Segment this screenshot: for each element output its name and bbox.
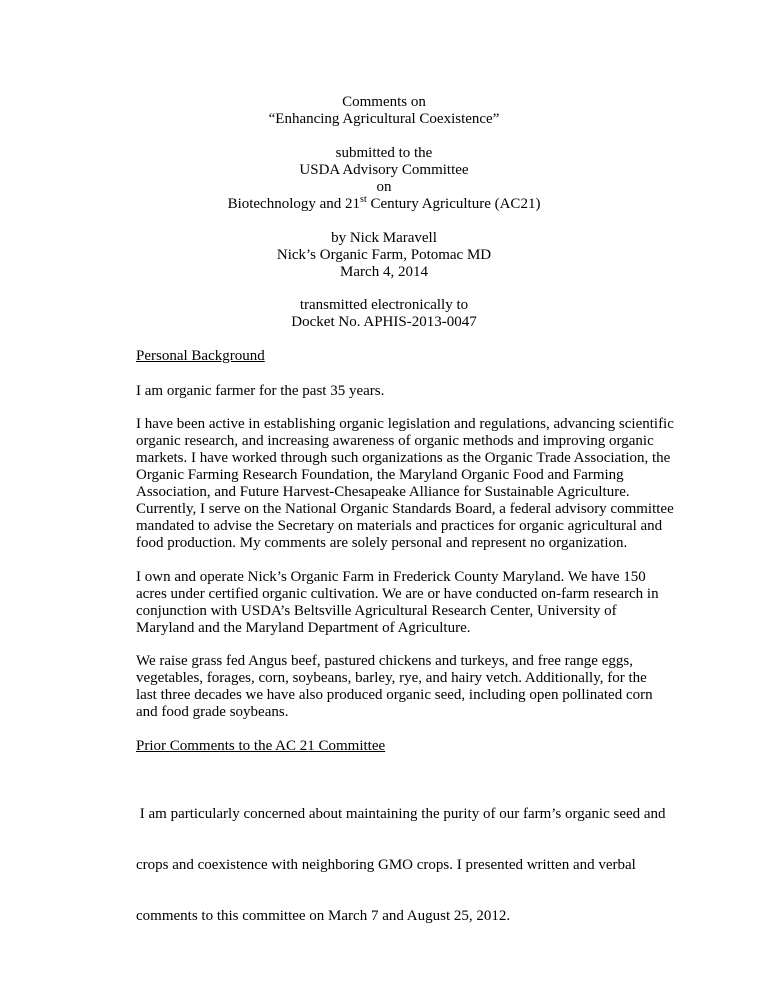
paragraph-2 bbox=[136, 416, 674, 552]
paragraph-line: Maryland and the Maryland Department of Agriculture. bbox=[136, 620, 471, 636]
paragraph-line: I am particularly concerned about maintaining the purity of our farm’s organic seed and bbox=[136, 806, 666, 822]
document-title bbox=[0, 94, 768, 128]
submission-line-1: submitted to the bbox=[335, 145, 433, 161]
paragraph-line: organic research, and increasing awareness of organic methods and improving organic bbox=[136, 433, 654, 449]
paragraph-1 bbox=[136, 383, 656, 400]
paragraph-line: acres under certified organic cultivation. We are or have conducted on-farm research in bbox=[136, 586, 659, 602]
paragraph-line: conjunction with USDA’s Beltsville Agricultural Research Center, University of bbox=[136, 603, 617, 619]
submission-line-3: on bbox=[376, 179, 392, 195]
paragraph-line: food production. My comments are solely personal and represent no organization. bbox=[136, 535, 628, 551]
author-farm: Nick’s Organic Farm, Potomac MD bbox=[276, 247, 492, 263]
section-heading-personal-background: Personal Background bbox=[136, 348, 265, 364]
submission-block bbox=[0, 145, 768, 213]
paragraph-line: comments to this committee on March 7 and August 25, 2012. bbox=[136, 908, 511, 924]
author-name: by Nick Maravell bbox=[331, 230, 437, 246]
paragraph-line: We raise grass fed Angus beef, pastured chickens and turkeys, and free range eggs, bbox=[136, 653, 633, 669]
paragraph-5 bbox=[136, 772, 666, 959]
paragraph-line: Association, and Future Harvest-Chesapeake Alliance for Sustainable Agriculture. bbox=[136, 484, 630, 500]
author-block bbox=[0, 230, 768, 281]
section-heading-prior-comments: Prior Comments to the AC 21 Committee bbox=[136, 738, 386, 754]
author-date: March 4, 2014 bbox=[340, 264, 428, 280]
submission-line-4-sup: st bbox=[360, 194, 367, 205]
submission-line-2: USDA Advisory Committee bbox=[299, 162, 469, 178]
paragraph-line: crops and coexistence with neighboring GMO crops. I presented written and verbal bbox=[136, 857, 636, 873]
paragraph-3 bbox=[136, 569, 659, 637]
paragraph-line: I am organic farmer for the past 35 years. bbox=[136, 383, 385, 399]
docket-number: Docket No. APHIS-2013-0047 bbox=[291, 314, 477, 330]
transmit-line-1: transmitted electronically to bbox=[299, 297, 469, 313]
paragraph-line: last three decades we have also produced organic seed, including open pollinated corn bbox=[136, 687, 653, 703]
submission-line-4 bbox=[0, 196, 768, 213]
title-line-2: “Enhancing Agricultural Coexistence” bbox=[268, 111, 500, 127]
paragraph-line: I own and operate Nick’s Organic Farm in Frederick County Maryland. We have 150 bbox=[136, 569, 646, 585]
title-line-1: Comments on bbox=[342, 94, 426, 110]
paragraph-line: mandated to advise the Secretary on materials and practices for organic agricultural and bbox=[136, 518, 663, 534]
paragraph-line: markets. I have worked through such organizations as the Organic Trade Association, the bbox=[136, 450, 671, 466]
submission-line-4-post: Century Agriculture (AC21) bbox=[366, 196, 541, 212]
submission-line-4-pre: Biotechnology and 21 bbox=[227, 196, 361, 212]
paragraph-4 bbox=[136, 653, 656, 721]
paragraph-line: and food grade soybeans. bbox=[136, 704, 289, 720]
transmit-block bbox=[0, 297, 768, 331]
paragraph-line: Currently, I serve on the National Organic Standards Board, a federal advisory committee bbox=[136, 501, 674, 517]
paragraph-line: vegetables, forages, corn, soybeans, barley, rye, and hairy vetch. Additionally, for the bbox=[136, 670, 647, 686]
paragraph-line: Organic Farming Research Foundation, the Maryland Organic Food and Farming bbox=[136, 467, 624, 483]
paragraph-line: I have been active in establishing organic legislation and regulations, advancing scientific bbox=[136, 416, 674, 432]
